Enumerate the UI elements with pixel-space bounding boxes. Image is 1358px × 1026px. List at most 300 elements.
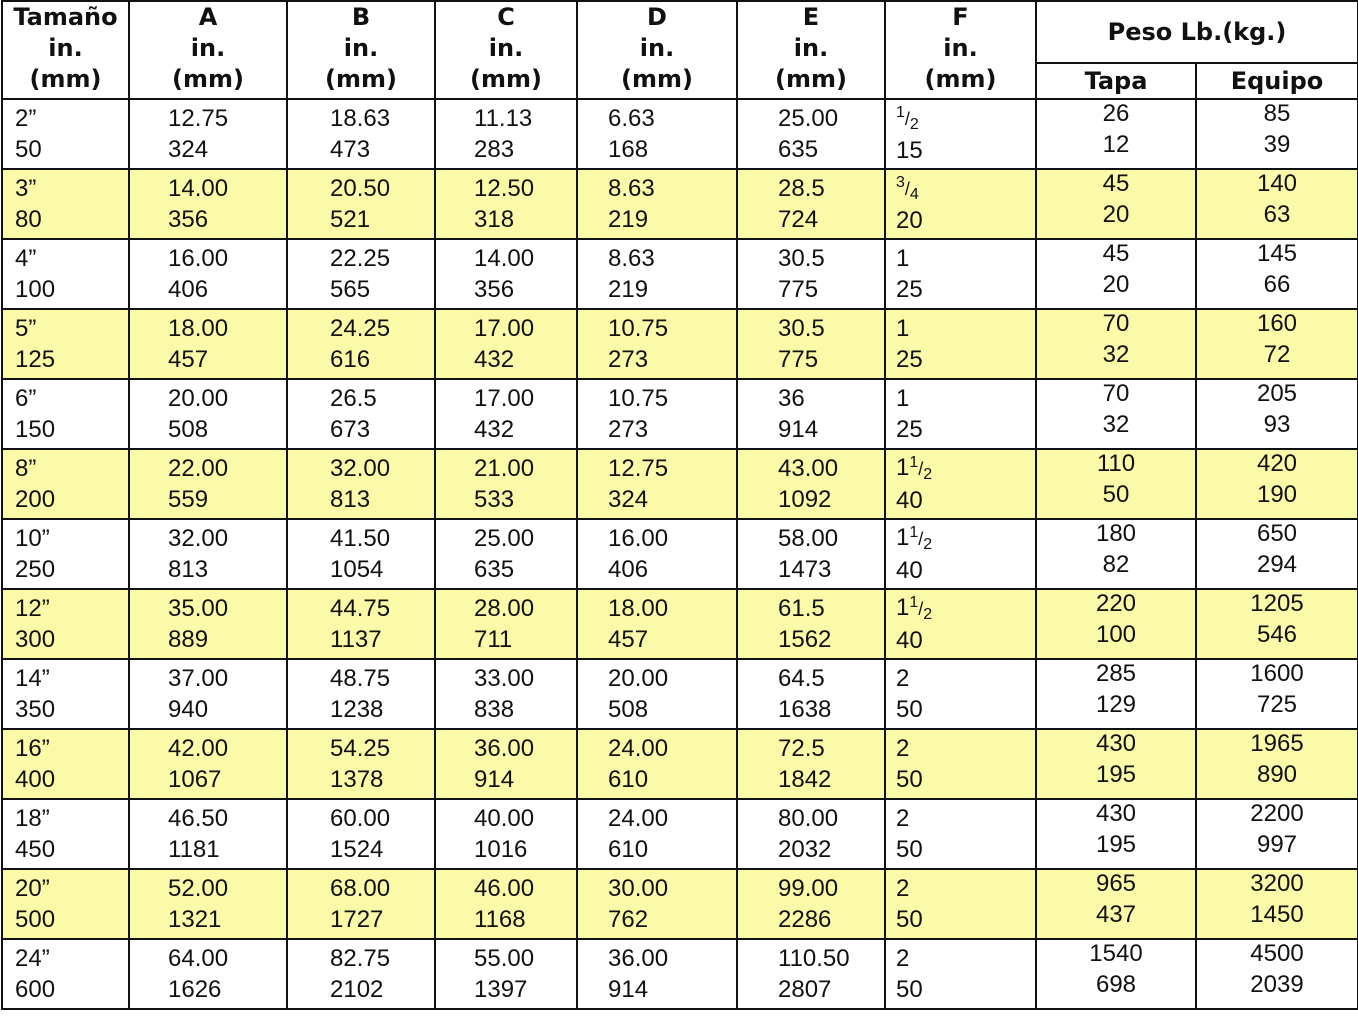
cell-f-mm: 20 [896, 207, 923, 234]
cell-a-in: 35.00 [168, 595, 229, 622]
cell-a-mm: 1626 [168, 976, 222, 1003]
header-c-line: in. [488, 34, 524, 62]
cell-a-mm: 1067 [168, 766, 222, 793]
cell-tapa-kg: 195 [1095, 761, 1137, 788]
cell-equipo-lb: 420 [1256, 450, 1298, 477]
cell-e-in: 64.5 [778, 665, 825, 692]
cell-size [2, 519, 129, 589]
cell-c-mm: 283 [474, 136, 515, 163]
cell-a [129, 939, 287, 1009]
table-row [2, 799, 1358, 869]
cell-b-mm: 1378 [330, 766, 384, 793]
cell-a-in: 42.00 [168, 735, 229, 762]
cell-b-mm: 616 [330, 346, 371, 373]
header-tamano-line: (mm) [29, 65, 102, 93]
cell-f-numerator: 1 [909, 524, 919, 541]
cell-a [129, 309, 287, 379]
cell-c-mm: 533 [474, 486, 515, 513]
cell-f-denominator: 2 [909, 116, 919, 133]
cell-b-mm: 473 [330, 136, 371, 163]
cell-d-mm: 914 [608, 976, 649, 1003]
cell-tapa-lb: 430 [1095, 800, 1137, 827]
header-e-line: (mm) [775, 65, 847, 93]
cell-size-in: 10” [15, 525, 50, 552]
header-row [2, 1, 1358, 63]
cell-d-in: 10.75 [608, 385, 669, 412]
cell-b [287, 519, 435, 589]
cell-tapa-lb: 45 [1102, 240, 1130, 267]
cell-a [129, 99, 287, 169]
cell-equipo-lb: 140 [1256, 170, 1298, 197]
cell-size [2, 449, 129, 519]
cell-f-whole: 2 [896, 805, 910, 832]
cell-a-in: 46.50 [168, 805, 229, 832]
cell-size [2, 799, 129, 869]
cell-d [577, 659, 737, 729]
cell-f-denominator: 4 [909, 186, 919, 203]
cell-d [577, 799, 737, 869]
cell-f [885, 99, 1036, 169]
cell-a-mm: 508 [168, 416, 209, 443]
cell-b-mm: 2102 [330, 976, 384, 1003]
cell-tapa-kg: 437 [1095, 901, 1137, 928]
cell-tapa-kg: 50 [1102, 481, 1130, 508]
cell-e [737, 379, 885, 449]
cell-d-in: 6.63 [608, 105, 655, 132]
cell-d [577, 519, 737, 589]
cell-d-mm: 610 [608, 766, 649, 793]
cell-f [885, 729, 1036, 799]
cell-d-mm: 457 [608, 626, 649, 653]
cell-e-mm: 2032 [778, 836, 832, 863]
fraction-slash: / [918, 529, 924, 549]
cell-equipo-kg: 1450 [1250, 901, 1304, 928]
cell-c-in: 36.00 [474, 735, 535, 762]
header-tapa: Tapa [1036, 63, 1196, 99]
cell-a [129, 239, 287, 309]
cell-b [287, 729, 435, 799]
cell-c [435, 239, 577, 309]
cell-b-mm: 565 [330, 276, 371, 303]
cell-f-in [896, 383, 1035, 414]
cell-a-in: 14.00 [168, 175, 229, 202]
fraction-slash: / [904, 179, 910, 199]
cell-f-in [896, 452, 1035, 485]
cell-equipo-kg: 997 [1256, 831, 1298, 858]
cell-d-mm: 219 [608, 276, 649, 303]
cell-f-mm: 25 [896, 416, 923, 443]
cell-c-in: 33.00 [474, 665, 535, 692]
cell-e-mm: 1562 [778, 626, 832, 653]
cell-equipo-kg: 72 [1263, 341, 1291, 368]
cell-tapa-lb: 70 [1102, 380, 1130, 407]
cell-a-mm: 406 [168, 276, 209, 303]
cell-tapa [1036, 799, 1196, 869]
cell-equipo-kg: 546 [1256, 621, 1298, 648]
cell-f-mm: 40 [896, 487, 923, 514]
cell-f-in [896, 873, 1035, 904]
header-a-line: in. [190, 34, 226, 62]
cell-a [129, 659, 287, 729]
cell-c-mm: 356 [474, 276, 515, 303]
cell-tapa [1036, 449, 1196, 519]
cell-size [2, 99, 129, 169]
cell-tapa-kg: 100 [1095, 621, 1137, 648]
cell-e-mm: 635 [778, 136, 819, 163]
cell-equipo-lb: 205 [1256, 380, 1298, 407]
cell-c-mm: 635 [474, 556, 515, 583]
cell-size [2, 239, 129, 309]
cell-tapa [1036, 659, 1196, 729]
cell-equipo-lb: 3200 [1250, 870, 1304, 897]
cell-a-in: 18.00 [168, 315, 229, 342]
cell-size [2, 869, 129, 939]
header-f-line: in. [943, 34, 978, 62]
cell-e [737, 729, 885, 799]
cell-c-mm: 711 [474, 626, 513, 653]
table-header [2, 1, 1358, 99]
cell-c-in: 25.00 [474, 525, 535, 552]
header-b [287, 1, 435, 99]
cell-equipo [1196, 169, 1358, 239]
cell-d-in: 30.00 [608, 875, 669, 902]
cell-tapa-lb: 180 [1095, 520, 1137, 547]
cell-e-mm: 1473 [778, 556, 832, 583]
cell-equipo [1196, 239, 1358, 309]
cell-f [885, 659, 1036, 729]
header-equipo: Equipo [1196, 63, 1358, 99]
header-c-line: C [497, 3, 515, 31]
cell-f-in [896, 733, 1035, 764]
cell-d-mm: 273 [608, 416, 649, 443]
cell-b-in: 26.5 [330, 385, 377, 412]
cell-d-in: 16.00 [608, 525, 669, 552]
cell-e-in: 58.00 [778, 525, 839, 552]
cell-d-in: 36.00 [608, 945, 669, 972]
cell-c-mm: 1168 [474, 906, 526, 933]
cell-c [435, 309, 577, 379]
cell-tapa-lb: 1540 [1089, 940, 1143, 967]
cell-b [287, 869, 435, 939]
cell-d [577, 99, 737, 169]
cell-f-mm: 50 [896, 906, 923, 933]
cell-equipo [1196, 379, 1358, 449]
cell-a-mm: 457 [168, 346, 209, 373]
cell-e-in: 36 [778, 385, 805, 412]
cell-tapa [1036, 379, 1196, 449]
fraction-slash: / [918, 599, 924, 619]
cell-c-mm: 838 [474, 696, 515, 723]
cell-equipo-lb: 1600 [1250, 660, 1304, 687]
cell-c [435, 519, 577, 589]
cell-size-in: 24” [15, 945, 50, 972]
cell-b-mm: 1727 [330, 906, 384, 933]
cell-size-in: 2” [15, 105, 37, 132]
cell-equipo-lb: 4500 [1250, 940, 1304, 967]
cell-a [129, 869, 287, 939]
cell-b-in: 22.25 [330, 245, 391, 272]
cell-e [737, 869, 885, 939]
cell-size-in: 18” [15, 805, 50, 832]
cell-f [885, 309, 1036, 379]
cell-c [435, 99, 577, 169]
cell-b-in: 68.00 [330, 875, 391, 902]
cell-f [885, 379, 1036, 449]
cell-tapa-kg: 129 [1095, 691, 1137, 718]
cell-a-in: 22.00 [168, 455, 229, 482]
cell-e [737, 449, 885, 519]
cell-tapa-lb: 110 [1096, 450, 1136, 477]
cell-c [435, 659, 577, 729]
cell-d-mm: 762 [608, 906, 649, 933]
cell-f-mm: 40 [896, 627, 923, 654]
cell-a-in: 64.00 [168, 945, 229, 972]
table-row [2, 239, 1358, 309]
cell-c-mm: 432 [474, 346, 515, 373]
cell-tapa-kg: 82 [1102, 551, 1130, 578]
cell-c-in: 46.00 [474, 875, 535, 902]
cell-size-in: 14” [15, 665, 50, 692]
cell-tapa-lb: 26 [1102, 100, 1130, 127]
cell-size-mm: 450 [15, 836, 56, 863]
table-row [2, 659, 1358, 729]
cell-tapa-lb: 45 [1102, 170, 1130, 197]
cell-equipo [1196, 729, 1358, 799]
cell-b-mm: 1238 [330, 696, 384, 723]
cell-tapa-kg: 20 [1102, 271, 1130, 298]
cell-c [435, 379, 577, 449]
cell-e-in: 99.00 [778, 875, 839, 902]
cell-d-mm: 406 [608, 556, 649, 583]
cell-f [885, 239, 1036, 309]
cell-tapa-lb: 220 [1095, 590, 1137, 617]
cell-equipo-lb: 1205 [1250, 590, 1304, 617]
cell-size [2, 169, 129, 239]
cell-a-in: 16.00 [168, 245, 229, 272]
table-body [2, 99, 1358, 1009]
header-f-line: (mm) [924, 65, 997, 93]
cell-f-whole: 2 [896, 875, 910, 902]
cell-f [885, 519, 1036, 589]
cell-c-mm: 318 [474, 206, 515, 233]
cell-b-in: 24.25 [330, 315, 391, 342]
cell-c-in: 40.00 [474, 805, 535, 832]
cell-f-denominator: 2 [923, 466, 933, 483]
cell-equipo [1196, 519, 1358, 589]
cell-equipo [1196, 449, 1358, 519]
header-e-line: E [802, 3, 820, 31]
cell-e-in: 30.5 [778, 245, 825, 272]
header-b-line: (mm) [325, 65, 397, 93]
cell-c-in: 21.00 [474, 455, 535, 482]
header-peso: Peso Lb.(kg.) [1036, 1, 1358, 63]
cell-b [287, 659, 435, 729]
cell-tapa [1036, 169, 1196, 239]
cell-tapa [1036, 239, 1196, 309]
cell-e-mm: 1842 [778, 766, 832, 793]
cell-b-in: 41.50 [330, 525, 391, 552]
cell-a [129, 729, 287, 799]
cell-f-mm: 50 [896, 836, 923, 863]
cell-e-mm: 914 [778, 416, 819, 443]
cell-d-mm: 508 [608, 696, 649, 723]
cell-e [737, 799, 885, 869]
cell-f-mm: 40 [896, 557, 923, 584]
cell-tapa [1036, 309, 1196, 379]
cell-d-in: 20.00 [608, 665, 669, 692]
cell-d-mm: 273 [608, 346, 649, 373]
cell-f-in [896, 102, 1035, 135]
cell-e-mm: 2286 [778, 906, 832, 933]
cell-equipo [1196, 99, 1358, 169]
cell-b [287, 169, 435, 239]
cell-f-in [896, 943, 1035, 974]
cell-f [885, 169, 1036, 239]
cell-equipo-kg: 66 [1263, 271, 1291, 298]
cell-b-in: 44.75 [330, 595, 391, 622]
cell-d [577, 169, 737, 239]
cell-c-mm: 432 [474, 416, 515, 443]
cell-c-mm: 914 [474, 766, 515, 793]
table-row [2, 379, 1358, 449]
cell-d-in: 12.75 [608, 455, 669, 482]
cell-tapa-lb: 70 [1102, 310, 1130, 337]
cell-tapa [1036, 939, 1196, 1009]
cell-e [737, 589, 885, 659]
table-row [2, 309, 1358, 379]
cell-equipo [1196, 309, 1358, 379]
cell-b-mm: 1054 [330, 556, 384, 583]
cell-size-mm: 50 [15, 136, 42, 163]
cell-b-in: 54.25 [330, 735, 391, 762]
cell-size-mm: 600 [15, 976, 56, 1003]
cell-c-in: 17.00 [474, 385, 535, 412]
cell-f-numerator: 3 [896, 174, 905, 191]
cell-f-whole: 1 [896, 315, 910, 342]
cell-d [577, 379, 737, 449]
cell-tapa [1036, 99, 1196, 169]
cell-f-denominator: 2 [923, 536, 933, 553]
cell-d-in: 8.63 [608, 245, 655, 272]
cell-equipo-kg: 294 [1256, 551, 1298, 578]
cell-f [885, 589, 1036, 659]
cell-f-numerator: 1 [909, 454, 919, 471]
dimensions-table [1, 0, 1358, 1010]
cell-equipo-lb: 1965 [1250, 730, 1304, 757]
cell-c-in: 55.00 [474, 945, 535, 972]
cell-size-in: 8” [15, 455, 37, 482]
cell-b-in: 20.50 [330, 175, 391, 202]
cell-size-mm: 80 [15, 206, 42, 233]
cell-f-in [896, 592, 1035, 625]
cell-equipo-lb: 2200 [1250, 800, 1304, 827]
cell-f-in [896, 313, 1035, 344]
cell-c-mm: 1397 [474, 976, 528, 1003]
cell-f-in [896, 663, 1035, 694]
cell-f-whole: 2 [896, 735, 910, 762]
header-f [885, 1, 1036, 99]
cell-size-in: 3” [15, 175, 37, 202]
cell-size [2, 589, 129, 659]
cell-b [287, 939, 435, 1009]
cell-e [737, 309, 885, 379]
header-d-line: D [647, 3, 667, 31]
cell-f-mm: 25 [896, 276, 923, 303]
header-a-line: A [198, 3, 218, 31]
cell-c [435, 729, 577, 799]
cell-tapa-lb: 430 [1095, 730, 1137, 757]
cell-equipo-lb: 145 [1256, 240, 1298, 267]
header-e-line: in. [793, 34, 829, 62]
cell-b-mm: 1137 [330, 626, 382, 653]
cell-a-mm: 324 [168, 136, 209, 163]
cell-size-in: 16” [15, 735, 50, 762]
cell-a-in: 32.00 [168, 525, 229, 552]
cell-f-whole: 1 [896, 524, 910, 551]
table-row [2, 589, 1358, 659]
cell-a [129, 799, 287, 869]
cell-a [129, 379, 287, 449]
cell-f-mm: 50 [896, 696, 923, 723]
cell-size-in: 5” [15, 315, 37, 342]
cell-d [577, 729, 737, 799]
cell-a-mm: 559 [168, 486, 209, 513]
cell-size-mm: 250 [15, 556, 56, 583]
cell-size-mm: 125 [15, 346, 56, 373]
cell-e-mm: 1092 [778, 486, 832, 513]
table-row [2, 449, 1358, 519]
cell-b-in: 60.00 [330, 805, 391, 832]
cell-b [287, 239, 435, 309]
cell-tapa-kg: 195 [1095, 831, 1137, 858]
cell-tapa-kg: 32 [1102, 341, 1130, 368]
cell-c [435, 799, 577, 869]
header-tamano [2, 1, 129, 99]
cell-f-mm: 50 [896, 976, 923, 1003]
cell-e-mm: 724 [778, 206, 819, 233]
cell-f-whole: 2 [896, 665, 910, 692]
fraction-slash: / [904, 109, 910, 129]
header-a [129, 1, 287, 99]
cell-d-mm: 168 [608, 136, 649, 163]
cell-size-in: 12” [15, 595, 50, 622]
cell-d [577, 309, 737, 379]
cell-f [885, 869, 1036, 939]
cell-c [435, 589, 577, 659]
cell-b-in: 48.75 [330, 665, 391, 692]
cell-equipo-kg: 63 [1263, 201, 1291, 228]
cell-size-mm: 500 [15, 906, 56, 933]
cell-e-mm: 2807 [778, 976, 832, 1003]
cell-size-mm: 400 [15, 766, 56, 793]
cell-equipo-lb: 160 [1256, 310, 1298, 337]
cell-c-in: 17.00 [474, 315, 535, 342]
cell-f-numerator: 1 [896, 104, 905, 121]
cell-equipo-kg: 39 [1263, 131, 1291, 158]
cell-d-in: 18.00 [608, 595, 669, 622]
cell-a-mm: 356 [168, 206, 209, 233]
cell-d [577, 239, 737, 309]
fraction-slash: / [918, 459, 924, 479]
header-e [737, 1, 885, 99]
cell-a-in: 37.00 [168, 665, 229, 692]
header-c [435, 1, 577, 99]
cell-size-in: 20” [15, 875, 50, 902]
cell-equipo [1196, 799, 1358, 869]
cell-d-in: 24.00 [608, 735, 669, 762]
cell-a-mm: 813 [168, 556, 209, 583]
header-d-line: in. [639, 34, 675, 62]
